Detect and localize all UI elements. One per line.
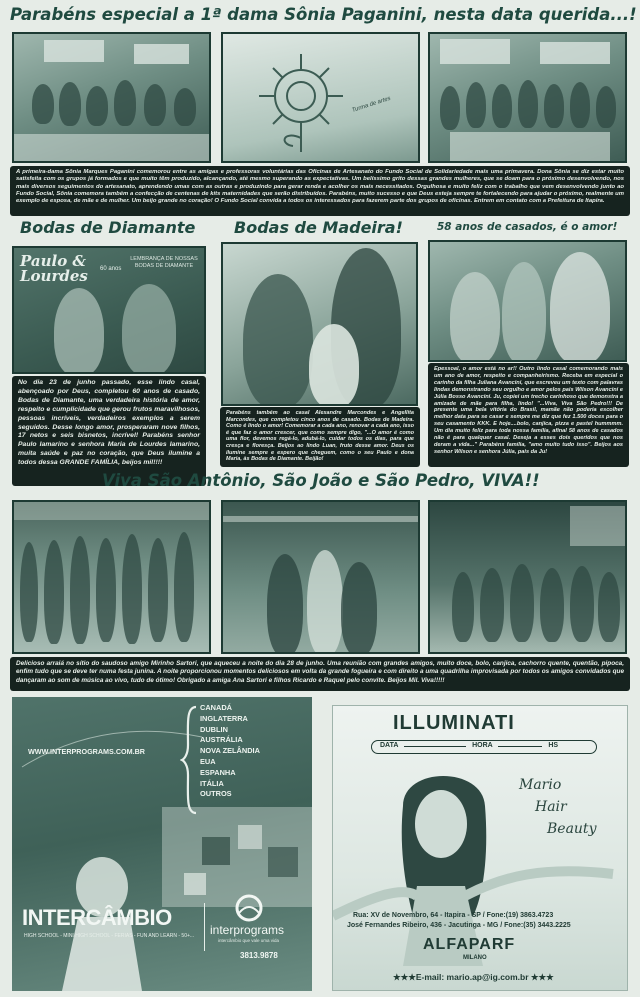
section1-photo-group-left xyxy=(12,32,211,163)
curly-brace-icon xyxy=(180,705,200,815)
country-item: INGLATERRA xyxy=(200,713,248,723)
festa-photo-middle xyxy=(221,500,420,654)
illuminati-title: ILLUMINATI xyxy=(393,712,515,734)
hora-label: HORA xyxy=(472,742,493,749)
intercambio-background-art xyxy=(12,697,312,991)
section1-photo-group-right xyxy=(428,32,627,163)
festa-junina-title: Viva São Antônio, São João e São Pedro, VIVA!! xyxy=(102,471,540,490)
hs-label: HS xyxy=(548,742,559,749)
bodas-madeira-caption: Parabéns também ao casal Alexandre Marcondes e Angellita Marcondes, que completou cinco anos de casado. Bodas de Madeira. Como é lindo o amor! Comemorar a cada ano, renovar a cada ano, isso é que faz o amor crescer, que como sempre digo, "...O amor é como uma flor, devemos regá-lo, adubá-lo, cuidar todos os dias, para que cresça e floresça. Beijos ao lindo Luan, fruto desse amor. Deus os ilumine sempre e espero que cheguem, como o seu Paulo e dona Maria, às Bodas de Diamante. Beijão! xyxy=(220,407,420,467)
bodas-madeira-photo xyxy=(221,242,418,406)
illuminati-ad xyxy=(332,705,628,991)
country-item: NOVA ZELÂNDIA xyxy=(200,746,260,756)
salon-line-2: Hair xyxy=(535,799,567,815)
country-list xyxy=(200,703,260,800)
intercambio-website: WWW.INTERPROGRAMS.COM.BR xyxy=(28,747,145,756)
couple-names-card: Paulo & Lourdes xyxy=(20,252,88,285)
country-item: EUA xyxy=(200,756,216,766)
card-subtitle: LEMBRANÇA DE NOSSAS BODAS DE DIAMANTE xyxy=(130,256,198,269)
salon-line-1: Mario xyxy=(519,777,562,793)
festa-junina-caption: Delicioso arraiá no sítio do saudoso amigo Mirinho Sartori, que aqueceu a noite do dia 28 de junho. Uma reunião com grandes amigos, muito doce, bolo, canjica, cachorro quente, quentão, pipoca, enfim tudo que se deve ter numa festa junina. A noite proporcionou momentos deliciosos em volta da grande fogueira e com direito a uma quadrilha improvisada por todos os amigos convidados que dançaram ao som de música ao vivo, tudo de ótimo! Obrigado a amiga Ana Sartori e filhos Ricardo e Raquel pelo convite. Beijos Mil. Viva!!!!! xyxy=(10,657,630,691)
country-item: ITÁLIA xyxy=(200,778,224,788)
festa-photo-left xyxy=(12,500,211,654)
section1-caption: A primeira-dama Sônia Marques Paganini comemorou entre as amigas e professoras voluntárias das Oficinas de Artesanato do Fundo Social de Solidariedade mais uma primavera. Dona Sônia se diz estar muito satisfeita com os grupos já formados e que muito têm produzido, alcançando, até mesmo superando as expectativas. Um belíssimo grito dessas grandes mulheres, que se doam para o próximo desenvolvendo, nos mais diversos seguimentos do artesanato, aprendendo umas com as outras e produzindo para gerar renda e acolher os mais necessitados. Orgulhosa e muito feliz com o trabalho que vem desenvolvendo junto ao Fundo Social, Sônia comemora também a confecção de centenas de kits maternidades que serão distribuídos. Parabéns, muito sucesso e que Deus esteja sempre te fortalecendo para ajudar o próximo, realmente um exemplo de esposa, de mãe e de mulher. Um beijo grande no coração! O Fundo Social convida a todos os interessados para fazerem parte dos grupos de oficinas. Entrem em contato com a Prefeitura de Itapira. xyxy=(10,166,630,216)
salon-email[interactable]: ★★★E-mail: mario.ap@ig.com.br ★★★ xyxy=(393,972,554,982)
alfaparf-brand: ALFAPARF xyxy=(423,936,516,953)
section1-photo-embroidery xyxy=(221,32,420,163)
country-item: CANADÁ xyxy=(200,703,233,712)
salon-name xyxy=(517,774,617,840)
festa-photo-right xyxy=(428,500,627,654)
bodas-diamante-title: Bodas de Diamante xyxy=(20,218,196,237)
alfaparf-sub: MILANO xyxy=(463,955,487,961)
bodas-diamante-photo xyxy=(12,246,206,374)
time-blank xyxy=(498,746,542,747)
date-blank xyxy=(404,746,466,747)
bodas-madeira-title: Bodas de Madeira! xyxy=(234,218,403,237)
intercambio-phone: 3813.9878 xyxy=(240,951,278,960)
country-item: OUTROS xyxy=(200,789,232,799)
interprograms-logo-icon xyxy=(234,893,264,923)
couple-years-badge: 60 anos xyxy=(100,266,122,272)
data-label: DATA xyxy=(380,742,399,749)
embroidery-sign-text: Turma de artes xyxy=(351,95,392,114)
interprograms-tagline: intercâmbio que vale uma vida xyxy=(218,938,280,943)
country-item: AUSTRÁLIA xyxy=(200,735,243,745)
anos-58-photo xyxy=(428,240,627,362)
bodas-diamante-caption: No dia 23 de junho passado, esse lindo casal, abençoado por Deus, completou 60 anos de casado, Bodas de Diamante, uma verdadeira história de amor, respeito e cumplicidade que gerou frutos maravilhosos, pessoas incríveis, verdadeiros exemplos a serem seguidos. Desse longo amor, prosperaram nove filhos, 17 netos e seis bisnetos, incrível! Parabéns senhor Paulo Iamarino e senhora Maria de Lourdes Iamarino, muita saúde e paz no coração, que Deus ilumine a todos dessa GRANDE FAMÍLIA, beijos mil!!!! xyxy=(12,376,206,486)
salon-address-1: Rua: XV de Novembro, 64 - Itapira - SP / Fone:(19) 3863.4723 xyxy=(353,912,554,919)
anos-58-caption: Epessoal, o amor está no ar!! Outro lindo casal comemorando mais um ano de amor, respeito e companheirismo. Receba em especial o carinho da filha Juliana Avancini, que escreveu um texto com palavras lindas demonstrando seu orgulho e amor pelos pais Wilson Avancini e Júlia Bosso Avancini. Ju, copiei um trecho carinhoso que demonstra a amizade de mãe para filha, lindo! "...Viva, Viva São Pedro!!! De presente uma bela vitória do Brasil, mamãe não poderia escolher melhor data para se casar e sempre me diz que fez 1.500 doces para o seu casamento KKK. E hoje....bolo, canjica, pizza e pastel hummmm. Um dia muito feliz para toda nossa família, afinal 58 anos de casados não é para qualquer casal. Deseja a esses dois queridos que nos deram a vida..." Parabéns família, "amo muito tudo isso". Beijos aos senhor Wilson e senhora Júlia, pais da Ju! xyxy=(428,363,629,467)
salon-line-3: Beauty xyxy=(547,821,597,837)
intercambio-title: INTERCÂMBIO xyxy=(22,905,172,930)
salon-address-2: José Fernandes Ribeiro, 436 - Jacutinga - MG / Fone:(35) 3443.2225 xyxy=(347,922,571,929)
country-item: DUBLIN xyxy=(200,724,228,734)
ad-divider xyxy=(204,903,205,951)
intercambio-ad xyxy=(12,697,312,991)
intercambio-programs: HIGH SCHOOL - MINI HIGH SCHOOL - FÉRIAS - FUN AND LEARN - 50+... xyxy=(24,933,195,939)
interprograms-brand: interprograms xyxy=(210,923,285,937)
country-item: ESPANHA xyxy=(200,767,236,777)
section1-title: Parabéns especial a 1ª dama Sônia Paganini, nesta data querida...! xyxy=(10,5,637,24)
date-time-bar xyxy=(371,740,597,754)
anos-58-title: 58 anos de casados, é o amor! xyxy=(437,221,618,233)
